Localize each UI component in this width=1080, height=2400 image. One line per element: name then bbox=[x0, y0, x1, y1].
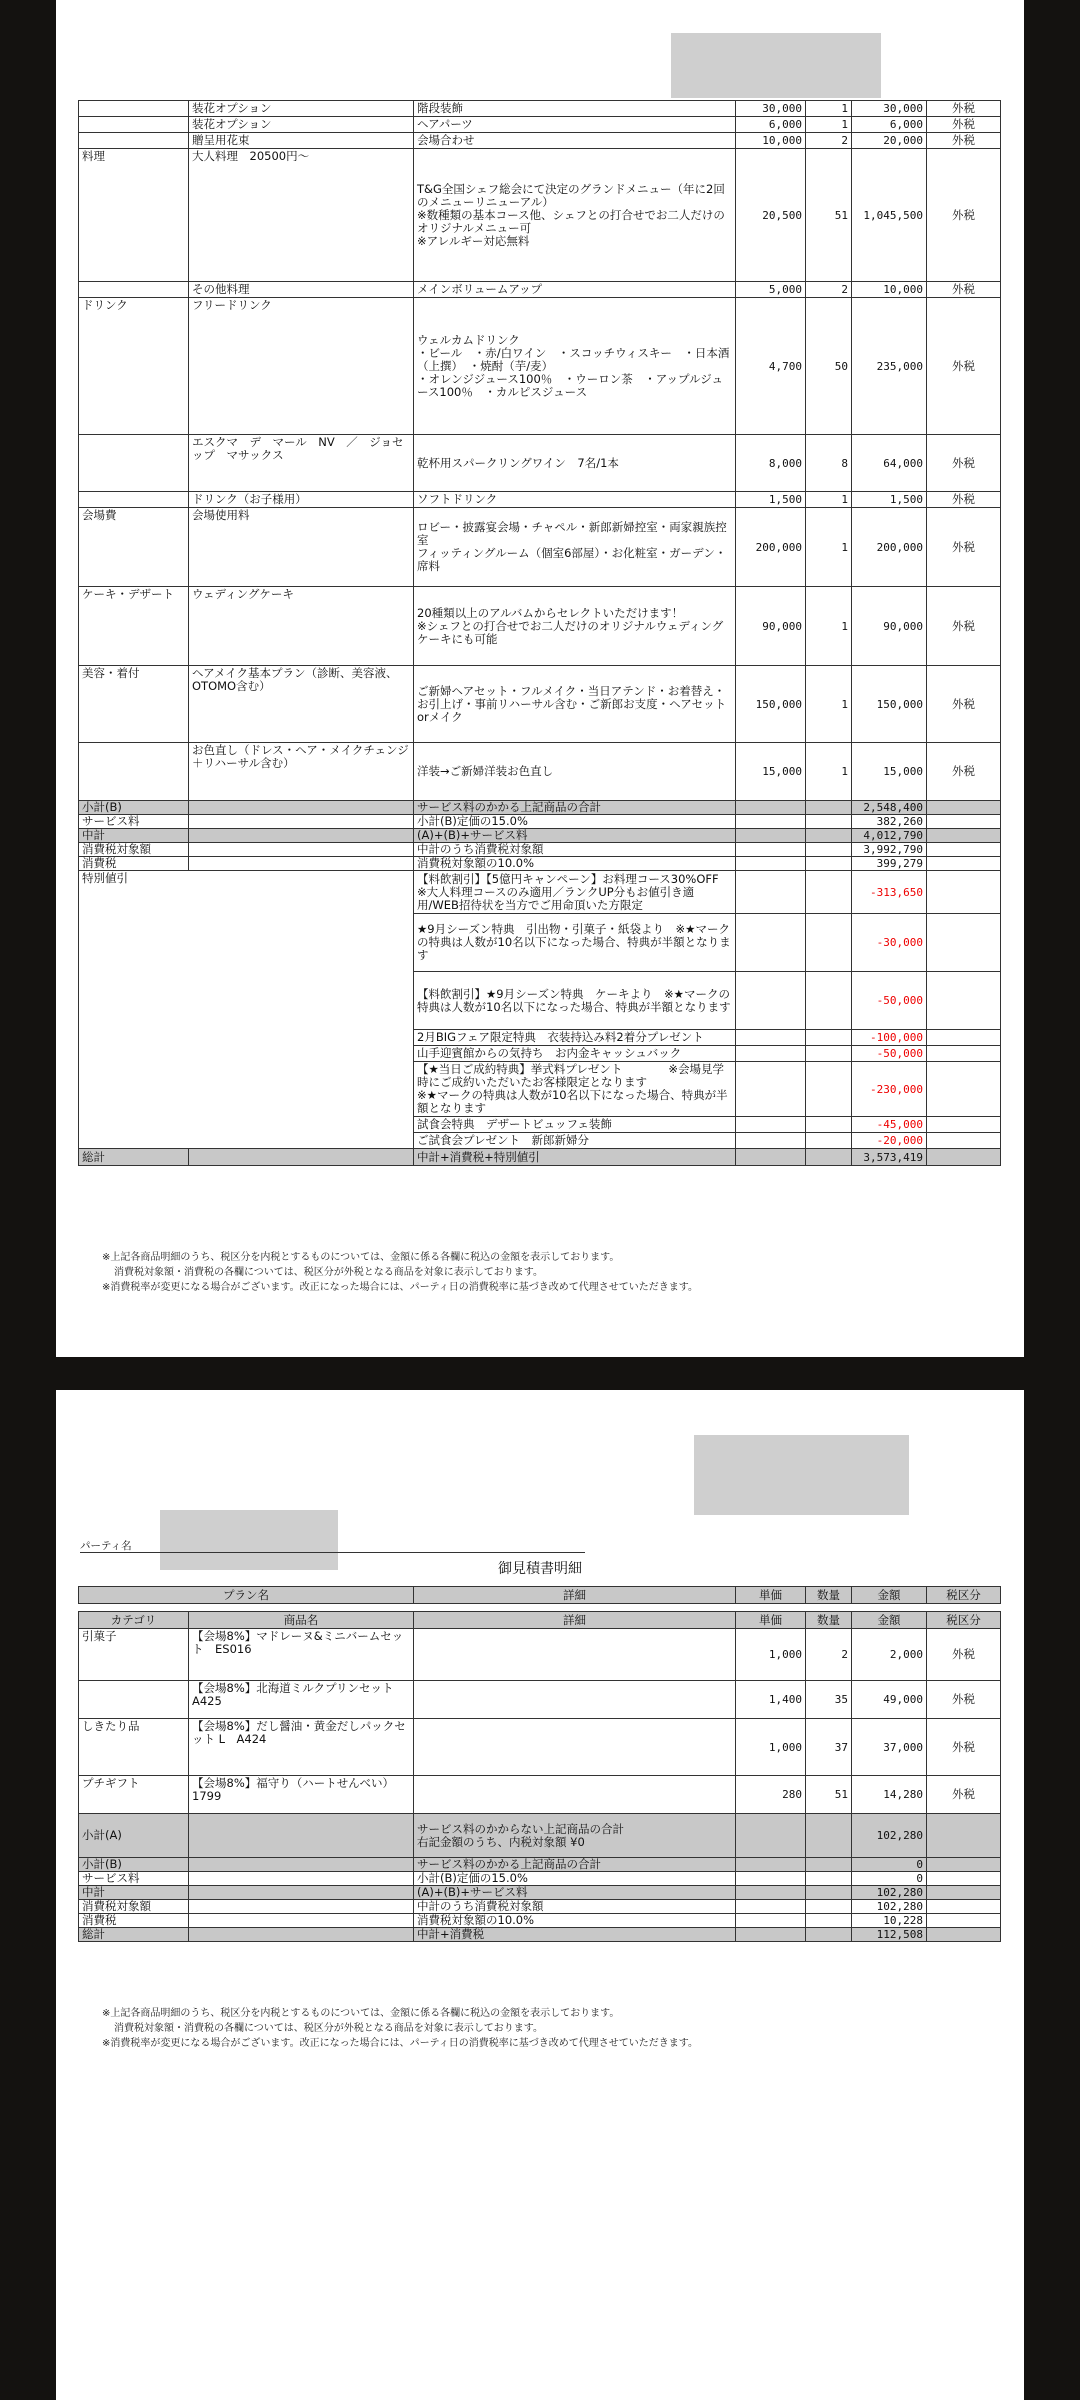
discount-detail: 【★当日ご成約特典】挙式料プレゼント ※会場見学時にご成約いただいたお客様限定となります ※★マークの特典は人数が10名以下になった場合、特典が半額となります bbox=[414, 1062, 736, 1117]
discount-detail: ★9月シーズン特典 引出物・引菓子・紙袋より ※★マークの特典は人数が10名以下になった場合、特典が半額となります bbox=[414, 914, 736, 972]
empty-cell bbox=[927, 1900, 1001, 1914]
quantity-cell: 2 bbox=[806, 282, 852, 298]
detail-cell: 洋装→ご新婦洋装お色直し bbox=[414, 743, 736, 801]
unit-price-cell: 1,000 bbox=[736, 1629, 806, 1681]
empty-cell bbox=[189, 857, 414, 871]
tax-class-cell: 外税 bbox=[927, 133, 1001, 149]
footnotes bbox=[102, 2006, 698, 2051]
grand-total-row bbox=[79, 1149, 1001, 1166]
estimate-page-1 bbox=[56, 0, 1024, 1357]
unit-price-cell: 1,000 bbox=[736, 1719, 806, 1776]
empty-cell bbox=[189, 801, 414, 815]
footnote: ※消費税率が変更になる場合がございます。改正になった場合には、パーティ日の消費税率に基づき改めて代理させていただきます。 bbox=[102, 2038, 698, 2049]
header-qty: 数量 bbox=[806, 1587, 852, 1604]
detail-cell: ウェルカムドリンク ・ビール ・赤/白ワイン ・スコッチウィスキー ・日本酒（上撰） ・焼酎（芋/麦） ・オレンジジュース100％ ・ウーロン茶 ・アップルジュース100％ ・カルピスジュース bbox=[414, 298, 736, 435]
discount-amount: -50,000 bbox=[852, 972, 927, 1030]
category-cell bbox=[79, 435, 189, 492]
empty-cell bbox=[736, 1900, 806, 1914]
empty-cell bbox=[927, 1030, 1001, 1046]
amount-cell: 37,000 bbox=[852, 1719, 927, 1776]
summary-desc: 中計+消費税 bbox=[414, 1928, 736, 1942]
summary-desc: 消費税対象額の10.0% bbox=[414, 857, 736, 871]
discount-detail: 2月BIGフェア限定特典 衣装持込み料2着分プレゼント bbox=[414, 1030, 736, 1046]
category-cell: 料理 bbox=[79, 149, 189, 282]
empty-cell bbox=[736, 1872, 806, 1886]
summary-row bbox=[79, 1914, 1001, 1928]
empty-cell bbox=[736, 843, 806, 857]
unit-price-cell: 8,000 bbox=[736, 435, 806, 492]
empty-cell bbox=[927, 1062, 1001, 1117]
amount-cell: 20,000 bbox=[852, 133, 927, 149]
tax-class-cell: 外税 bbox=[927, 101, 1001, 117]
discount-amount: -30,000 bbox=[852, 914, 927, 972]
table-row bbox=[79, 101, 1001, 117]
summary-label: 小計(B) bbox=[79, 801, 189, 815]
quantity-cell: 1 bbox=[806, 117, 852, 133]
product-name-cell: その他料理 bbox=[189, 282, 414, 298]
header-product: 商品名 bbox=[189, 1612, 414, 1629]
tax-class-cell: 外税 bbox=[927, 298, 1001, 435]
summary-desc: (A)+(B)+サービス料 bbox=[414, 829, 736, 843]
empty-cell bbox=[736, 1928, 806, 1942]
empty-cell bbox=[806, 871, 852, 914]
unit-price-cell: 280 bbox=[736, 1776, 806, 1814]
empty-cell bbox=[806, 1858, 852, 1872]
unit-price-cell: 4,700 bbox=[736, 298, 806, 435]
empty-cell bbox=[927, 1928, 1001, 1942]
header-tax: 税区分 bbox=[927, 1587, 1001, 1604]
unit-price-cell: 20,500 bbox=[736, 149, 806, 282]
summary-desc: 中計のうち消費税対象額 bbox=[414, 1900, 736, 1914]
empty-cell bbox=[927, 815, 1001, 829]
table-row bbox=[79, 435, 1001, 492]
empty-cell bbox=[806, 972, 852, 1030]
amount-cell: 1,045,500 bbox=[852, 149, 927, 282]
summary-amount: 399,279 bbox=[852, 857, 927, 871]
quantity-cell: 8 bbox=[806, 435, 852, 492]
unit-price-cell: 150,000 bbox=[736, 666, 806, 743]
table-row bbox=[79, 1629, 1001, 1681]
product-name-cell: 会場使用料 bbox=[189, 508, 414, 587]
column-header-row bbox=[79, 1612, 1001, 1629]
empty-cell bbox=[927, 1886, 1001, 1900]
quantity-cell: 1 bbox=[806, 587, 852, 666]
tax-class-cell: 外税 bbox=[927, 1719, 1001, 1776]
quantity-cell: 51 bbox=[806, 1776, 852, 1814]
empty-cell bbox=[927, 843, 1001, 857]
empty-cell bbox=[806, 1928, 852, 1942]
product-name-cell: ヘアメイク基本プラン（診断、美容液、OTOMO含む） bbox=[189, 666, 414, 743]
footnote: ※上記各商品明細のうち、税区分を内税とするものについては、金額に係る各欄に税込の金額を表示しております。 bbox=[102, 1252, 620, 1263]
empty-cell bbox=[189, 1900, 414, 1914]
total-desc: 中計+消費税+特別値引 bbox=[414, 1149, 736, 1166]
empty-cell bbox=[736, 857, 806, 871]
amount-cell: 200,000 bbox=[852, 508, 927, 587]
empty-cell bbox=[806, 914, 852, 972]
tax-class-cell: 外税 bbox=[927, 435, 1001, 492]
summary-desc: サービス料のかかる上記商品の合計 bbox=[414, 1858, 736, 1872]
product-name-cell: 【会場8%】福守り（ハートせんべい） 1799 bbox=[189, 1776, 414, 1814]
header-price: 単価 bbox=[736, 1612, 806, 1629]
empty-cell bbox=[806, 1046, 852, 1062]
summary-label: サービス料 bbox=[79, 815, 189, 829]
product-name-cell: 【会場8%】だし醤油・黄金だしパックセット L A424 bbox=[189, 1719, 414, 1776]
product-name-cell: ウェディングケーキ bbox=[189, 587, 414, 666]
empty-cell bbox=[806, 801, 852, 815]
discount-amount: -230,000 bbox=[852, 1062, 927, 1117]
summary-amount: 0 bbox=[852, 1872, 927, 1886]
empty-cell bbox=[189, 1914, 414, 1928]
empty-cell bbox=[736, 829, 806, 843]
table-row bbox=[79, 508, 1001, 587]
empty-cell bbox=[736, 972, 806, 1030]
tax-class-cell: 外税 bbox=[927, 492, 1001, 508]
product-name-cell: フリードリンク bbox=[189, 298, 414, 435]
unit-price-cell: 5,000 bbox=[736, 282, 806, 298]
category-cell: 美容・着付 bbox=[79, 666, 189, 743]
category-cell bbox=[79, 101, 189, 117]
empty-cell bbox=[189, 815, 414, 829]
quantity-cell: 35 bbox=[806, 1681, 852, 1719]
unit-price-cell: 30,000 bbox=[736, 101, 806, 117]
amount-cell: 15,000 bbox=[852, 743, 927, 801]
amount-cell: 150,000 bbox=[852, 666, 927, 743]
empty-cell bbox=[806, 843, 852, 857]
amount-cell: 1,500 bbox=[852, 492, 927, 508]
amount-cell: 10,000 bbox=[852, 282, 927, 298]
footnote: 消費税対象額・消費税の各欄については、税区分が外税となる商品を対象に表示しております。 bbox=[114, 1267, 543, 1278]
empty-cell bbox=[736, 1117, 806, 1133]
empty-cell bbox=[806, 1117, 852, 1133]
discount-amount: -50,000 bbox=[852, 1046, 927, 1062]
detail-cell: 会場合わせ bbox=[414, 133, 736, 149]
unit-price-cell: 15,000 bbox=[736, 743, 806, 801]
summary-label: 総計 bbox=[79, 1928, 189, 1942]
quantity-cell: 51 bbox=[806, 149, 852, 282]
quantity-cell: 1 bbox=[806, 666, 852, 743]
empty-cell bbox=[927, 1858, 1001, 1872]
category-cell bbox=[79, 1681, 189, 1719]
discount-amount: -45,000 bbox=[852, 1117, 927, 1133]
summary-row bbox=[79, 1886, 1001, 1900]
table-row bbox=[79, 117, 1001, 133]
detail-cell bbox=[414, 1776, 736, 1814]
table-row bbox=[79, 492, 1001, 508]
amount-cell: 235,000 bbox=[852, 298, 927, 435]
redacted-block bbox=[694, 1435, 909, 1515]
quantity-cell: 1 bbox=[806, 508, 852, 587]
category-cell: 会場費 bbox=[79, 508, 189, 587]
empty-cell bbox=[927, 914, 1001, 972]
tax-class-cell: 外税 bbox=[927, 282, 1001, 298]
table-row bbox=[79, 1776, 1001, 1814]
summary-amount: 2,548,400 bbox=[852, 801, 927, 815]
unit-price-cell: 200,000 bbox=[736, 508, 806, 587]
empty-cell bbox=[927, 857, 1001, 871]
header-amount: 金額 bbox=[852, 1612, 927, 1629]
detail-cell: 20種類以上のアルバムからセレクトいただけます！ ※シェフとの打合せでお二人だけのオリジナルウェディングケーキにも可能 bbox=[414, 587, 736, 666]
empty-cell bbox=[927, 1133, 1001, 1149]
product-name-cell: 大人料理 20500円～ bbox=[189, 149, 414, 282]
quantity-cell: 50 bbox=[806, 298, 852, 435]
summary-amount: 112,508 bbox=[852, 1928, 927, 1942]
empty-cell bbox=[806, 857, 852, 871]
quantity-cell: 37 bbox=[806, 1719, 852, 1776]
product-name-cell: 装花オプション bbox=[189, 117, 414, 133]
party-name-underline bbox=[80, 1552, 585, 1553]
header-tax: 税区分 bbox=[927, 1612, 1001, 1629]
summary-desc: 小計(B)定価の15.0% bbox=[414, 1872, 736, 1886]
header-detail: 詳細 bbox=[414, 1612, 736, 1629]
summary-desc: 消費税対象額の10.0% bbox=[414, 1914, 736, 1928]
detail-cell: ヘアパーツ bbox=[414, 117, 736, 133]
product-name-cell: 【会場8%】北海道ミルクプリンセット A425 bbox=[189, 1681, 414, 1719]
empty-cell bbox=[736, 1133, 806, 1149]
empty-cell bbox=[189, 1858, 414, 1872]
discount-detail: 【料飲割引】★9月シーズン特典 ケーキより ※★マークの特典は人数が10名以下になった場合、特典が半額となります bbox=[414, 972, 736, 1030]
header-price: 単価 bbox=[736, 1587, 806, 1604]
detail-cell bbox=[414, 1719, 736, 1776]
empty-cell bbox=[927, 1914, 1001, 1928]
empty-cell bbox=[806, 1914, 852, 1928]
product-name-cell: エスクマ デ マール NV ／ ジョセップ マサックス bbox=[189, 435, 414, 492]
empty-cell bbox=[736, 1886, 806, 1900]
tax-class-cell: 外税 bbox=[927, 587, 1001, 666]
summary-amount: 10,228 bbox=[852, 1914, 927, 1928]
empty-cell bbox=[189, 829, 414, 843]
amount-cell: 30,000 bbox=[852, 101, 927, 117]
empty-cell bbox=[736, 871, 806, 914]
empty-cell bbox=[806, 829, 852, 843]
table-row bbox=[79, 1719, 1001, 1776]
amount-cell: 6,000 bbox=[852, 117, 927, 133]
table-row bbox=[79, 149, 1001, 282]
summary-label: 消費税 bbox=[79, 857, 189, 871]
detail-cell: ご新婦ヘアセット・フルメイク・当日アテンド・お着替え・お引上げ・事前リハーサル含む・ご新郎お支度・ヘアセットorメイク bbox=[414, 666, 736, 743]
empty-cell bbox=[806, 1133, 852, 1149]
summary-label: 中計 bbox=[79, 1886, 189, 1900]
quantity-cell: 1 bbox=[806, 492, 852, 508]
empty-cell bbox=[927, 1046, 1001, 1062]
discount-detail: ご試食会プレゼント 新郎新婦分 bbox=[414, 1133, 736, 1149]
summary-row bbox=[79, 1872, 1001, 1886]
tax-class-cell: 外税 bbox=[927, 1629, 1001, 1681]
unit-price-cell: 1,500 bbox=[736, 492, 806, 508]
tax-class-cell: 外税 bbox=[927, 666, 1001, 743]
discount-amount: -20,000 bbox=[852, 1133, 927, 1149]
empty-cell bbox=[806, 1030, 852, 1046]
category-cell: ケーキ・デザート bbox=[79, 587, 189, 666]
header-category: カテゴリ bbox=[79, 1612, 189, 1629]
footnote: ※消費税率が変更になる場合がございます。改正になった場合には、パーティ日の消費税率に基づき改めて代理させていただきます。 bbox=[102, 1282, 698, 1293]
summary-amount: 3,992,790 bbox=[852, 843, 927, 857]
empty-cell bbox=[806, 1062, 852, 1117]
detail-cell: T&G全国シェフ総会にて決定のグランドメニュー（年に2回のメニューリニューアル） ※数種類の基本コース他、シェフとの打合せでお二人だけのオリジナルメニュー可 ※アレルギー対応無料 bbox=[414, 149, 736, 282]
total-amount: 3,573,419 bbox=[852, 1149, 927, 1166]
tax-class-cell: 外税 bbox=[927, 1776, 1001, 1814]
table-row bbox=[79, 298, 1001, 435]
party-name-label: パーティ名 bbox=[80, 1540, 132, 1552]
product-name-cell: 【会場8%】マドレーヌ&ミニバームセット ES016 bbox=[189, 1629, 414, 1681]
empty-cell bbox=[806, 1886, 852, 1900]
empty-cell bbox=[927, 801, 1001, 815]
empty-cell bbox=[927, 871, 1001, 914]
plan-header-row bbox=[79, 1587, 1001, 1604]
amount-cell: 90,000 bbox=[852, 587, 927, 666]
summary-amount: 102,280 bbox=[852, 1900, 927, 1914]
product-name-cell: 装花オプション bbox=[189, 101, 414, 117]
empty-cell bbox=[806, 1872, 852, 1886]
amount-cell: 49,000 bbox=[852, 1681, 927, 1719]
footnotes bbox=[102, 1250, 698, 1295]
empty-cell bbox=[189, 1928, 414, 1942]
header-amount: 金額 bbox=[852, 1587, 927, 1604]
empty-cell bbox=[736, 1858, 806, 1872]
unit-price-cell: 90,000 bbox=[736, 587, 806, 666]
empty-cell bbox=[736, 801, 806, 815]
summary-amount: 4,012,790 bbox=[852, 829, 927, 843]
summary-amount: 0 bbox=[852, 1858, 927, 1872]
detail-cell: ソフトドリンク bbox=[414, 492, 736, 508]
quantity-cell: 1 bbox=[806, 743, 852, 801]
subtotal-a-row bbox=[79, 1814, 1001, 1858]
summary-label: 中計 bbox=[79, 829, 189, 843]
subtotal-a-amount: 102,280 bbox=[852, 1814, 927, 1858]
discount-label: 特別値引 bbox=[79, 871, 414, 1149]
tax-class-cell: 外税 bbox=[927, 508, 1001, 587]
table-row bbox=[79, 1681, 1001, 1719]
summary-label: 消費税対象額 bbox=[79, 1900, 189, 1914]
summary-desc: 中計のうち消費税対象額 bbox=[414, 843, 736, 857]
product-name-cell: 贈呈用花束 bbox=[189, 133, 414, 149]
table-row bbox=[79, 587, 1001, 666]
empty-cell bbox=[927, 972, 1001, 1030]
header-detail: 詳細 bbox=[414, 1587, 736, 1604]
total-label: 総計 bbox=[79, 1149, 189, 1166]
category-cell bbox=[79, 743, 189, 801]
empty-cell bbox=[189, 1886, 414, 1900]
discount-amount: -313,650 bbox=[852, 871, 927, 914]
discount-detail: 試食会特典 デザートビュッフェ装飾 bbox=[414, 1117, 736, 1133]
empty-cell bbox=[927, 1872, 1001, 1886]
category-cell bbox=[79, 133, 189, 149]
estimate-detail-table bbox=[78, 1586, 1001, 1942]
category-cell: しきたり品 bbox=[79, 1719, 189, 1776]
summary-label: 消費税 bbox=[79, 1914, 189, 1928]
product-name-cell: ドリンク（お子様用） bbox=[189, 492, 414, 508]
product-name-cell: お色直し（ドレス・ヘア・メイクチェンジ＋リハーサル含む） bbox=[189, 743, 414, 801]
table-row bbox=[79, 133, 1001, 149]
empty-cell bbox=[736, 1046, 806, 1062]
summary-desc: (A)+(B)+サービス料 bbox=[414, 1886, 736, 1900]
empty-cell bbox=[189, 843, 414, 857]
header-plan: プラン名 bbox=[79, 1587, 414, 1604]
summary-label: 消費税対象額 bbox=[79, 843, 189, 857]
tax-class-cell: 外税 bbox=[927, 149, 1001, 282]
amount-cell: 64,000 bbox=[852, 435, 927, 492]
summary-label: 小計(B) bbox=[79, 1858, 189, 1872]
empty-cell bbox=[736, 1030, 806, 1046]
summary-amount: 382,260 bbox=[852, 815, 927, 829]
empty-cell bbox=[189, 1872, 414, 1886]
category-cell: プチギフト bbox=[79, 1776, 189, 1814]
quantity-cell: 1 bbox=[806, 101, 852, 117]
spacer-row bbox=[79, 1604, 1001, 1612]
tax-class-cell: 外税 bbox=[927, 743, 1001, 801]
header-qty: 数量 bbox=[806, 1612, 852, 1629]
discount-row bbox=[79, 871, 1001, 914]
discount-detail: 山手迎賓館からの気持ち お内金キャッシュバック bbox=[414, 1046, 736, 1062]
table-row bbox=[79, 743, 1001, 801]
summary-row bbox=[79, 829, 1001, 843]
subtotal-a-label: 小計(A) bbox=[79, 1814, 189, 1858]
estimate-table bbox=[78, 100, 1001, 1166]
empty-cell bbox=[806, 1900, 852, 1914]
footnote: ※上記各商品明細のうち、税区分を内税とするものについては、金額に係る各欄に税込の金額を表示しております。 bbox=[102, 2008, 620, 2019]
redacted-block bbox=[671, 33, 881, 98]
page-title: 御見積書明細 bbox=[498, 1561, 582, 1577]
discount-detail: 【料飲割引】【5億円キャンペーン】お料理コース30%OFF ※大人料理コースのみ適用／ランクUP分もお値引き適用/WEB招待状を当方でご用命頂いた方限定 bbox=[414, 871, 736, 914]
summary-row bbox=[79, 815, 1001, 829]
quantity-cell: 2 bbox=[806, 1629, 852, 1681]
summary-desc: サービス料のかかる上記商品の合計 bbox=[414, 801, 736, 815]
detail-cell: メインボリュームアップ bbox=[414, 282, 736, 298]
summary-row bbox=[79, 1928, 1001, 1942]
summary-row bbox=[79, 1858, 1001, 1872]
quantity-cell: 2 bbox=[806, 133, 852, 149]
estimate-page-2 bbox=[56, 1390, 1024, 2400]
category-cell: 引菓子 bbox=[79, 1629, 189, 1681]
summary-label: サービス料 bbox=[79, 1872, 189, 1886]
empty-cell bbox=[927, 1117, 1001, 1133]
footnote: 消費税対象額・消費税の各欄については、税区分が外税となる商品を対象に表示しております。 bbox=[114, 2023, 543, 2034]
summary-row bbox=[79, 843, 1001, 857]
unit-price-cell: 6,000 bbox=[736, 117, 806, 133]
empty-cell bbox=[927, 829, 1001, 843]
category-cell bbox=[79, 492, 189, 508]
empty-cell bbox=[806, 815, 852, 829]
amount-cell: 14,280 bbox=[852, 1776, 927, 1814]
empty-cell bbox=[736, 1914, 806, 1928]
summary-amount: 102,280 bbox=[852, 1886, 927, 1900]
amount-cell: 2,000 bbox=[852, 1629, 927, 1681]
tax-class-cell: 外税 bbox=[927, 1681, 1001, 1719]
category-cell bbox=[79, 117, 189, 133]
empty-cell bbox=[736, 815, 806, 829]
tax-class-cell: 外税 bbox=[927, 117, 1001, 133]
detail-cell bbox=[414, 1629, 736, 1681]
table-row bbox=[79, 666, 1001, 743]
detail-cell: ロビー・披露宴会場・チャペル・新郎新婦控室・両家親族控室 フィッティングルーム（個室6部屋）・お化粧室・ガーデン・席料 bbox=[414, 508, 736, 587]
subtotal-a-desc: サービス料のかからない上記商品の合計 右記金額のうち、内税対象額 ¥0 bbox=[414, 1814, 736, 1858]
summary-row bbox=[79, 1900, 1001, 1914]
detail-cell: 乾杯用スパークリングワイン 7名/1本 bbox=[414, 435, 736, 492]
unit-price-cell: 1,400 bbox=[736, 1681, 806, 1719]
summary-row bbox=[79, 801, 1001, 815]
summary-desc: 小計(B)定価の15.0% bbox=[414, 815, 736, 829]
category-cell bbox=[79, 282, 189, 298]
empty-cell bbox=[736, 914, 806, 972]
table-row bbox=[79, 282, 1001, 298]
category-cell: ドリンク bbox=[79, 298, 189, 435]
unit-price-cell: 10,000 bbox=[736, 133, 806, 149]
detail-cell: 階段装飾 bbox=[414, 101, 736, 117]
empty-cell bbox=[736, 1062, 806, 1117]
detail-cell bbox=[414, 1681, 736, 1719]
discount-amount: -100,000 bbox=[852, 1030, 927, 1046]
summary-row bbox=[79, 857, 1001, 871]
